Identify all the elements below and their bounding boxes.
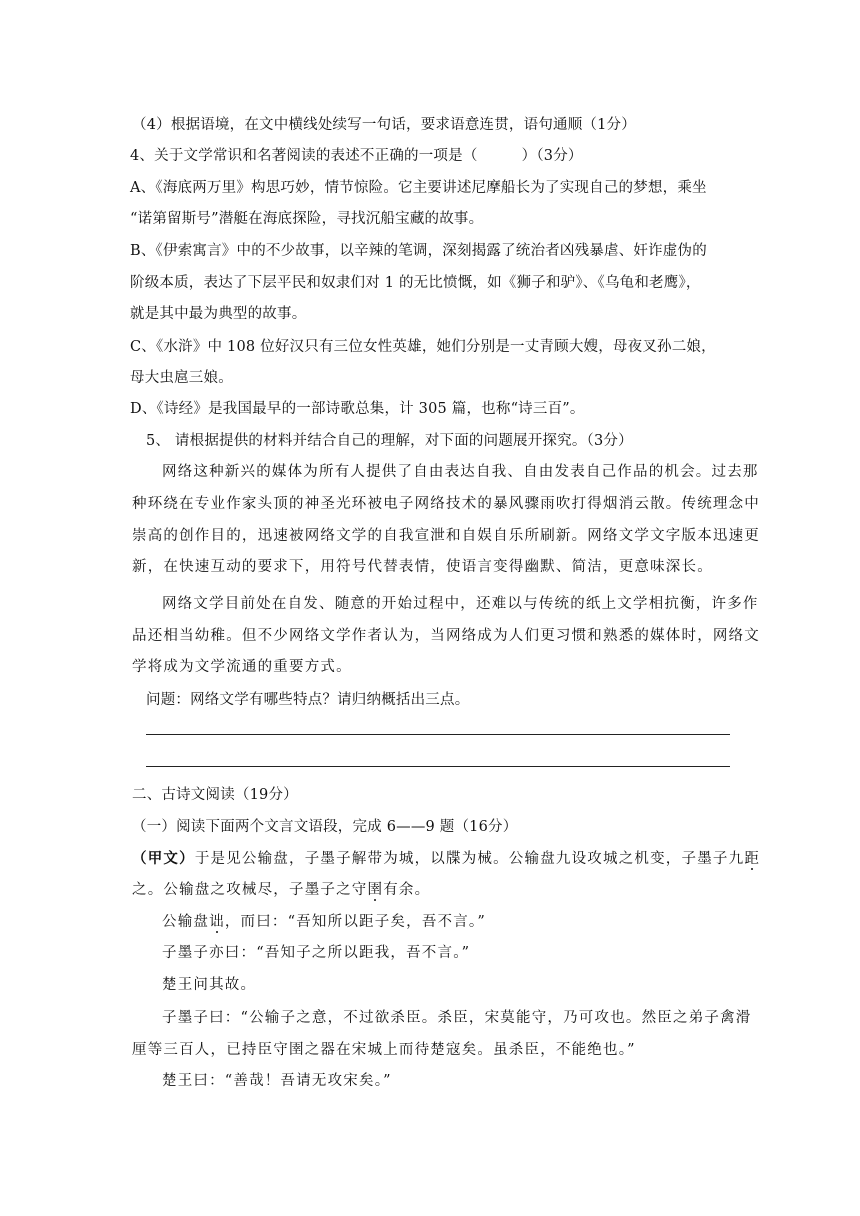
q5-question: 问题：网络文学有哪些特点？请归纳概括出三点。: [146, 692, 470, 708]
jia-line5: 楚王问其故。: [162, 977, 257, 993]
q5-passage-p1-line3: 崇高的创作目的，迅速被网络文学的自我宣泄和自娱自乐所刷新。网络文学文字版本迅速更: [132, 528, 760, 544]
q5-passage-p1-line2: 种环绕在专业作家头顶的神圣光环被电子网络技术的暴风骤雨吹打得烟消云散。传统理念中: [132, 496, 760, 512]
jia-line8: 楚王曰：“善哉！吾请无攻宋矣。”: [162, 1073, 392, 1089]
jia-line3-end: ，而曰：“吾知所以距子矣，吾不言。”: [224, 914, 486, 930]
jia-line1-dotted-char: 距: [744, 851, 761, 867]
q4-option-c-line1: C、《水浒》中 108 位好汉只有三位女性英雄，她们分别是一丈青顾大嫂，母夜叉孙二娘，: [130, 339, 716, 355]
answer-line-2[interactable]: [146, 766, 730, 767]
answer-line-1[interactable]: [146, 734, 730, 735]
q4-option-b-line1: B、《伊索寓言》中的不少故事，以辛辣的笔调，深刻揭露了统治者凶残暴虐、奸诈虚伪的: [130, 243, 707, 259]
section2-sub1: （一）阅读下面两个文言文语段，完成 6——9 题（16分）: [132, 819, 518, 835]
q5-stem: 5、 请根据提供的材料并结合自己的理解，对下面的问题展开探究。（3分）: [146, 433, 633, 449]
jia-line4: 子墨子亦曰：“吾知子之所以距我，吾不言。”: [162, 945, 471, 961]
q4-option-c-line2: 母大虫扈三娘。: [130, 370, 233, 386]
jia-line7: 厘等三百人，已持臣守圉之器在宋城上而待楚寇矣。虽杀臣，不能绝也。”: [132, 1042, 636, 1058]
q4-option-b-line3: 就是其中最为典型的故事。: [130, 306, 307, 322]
jia-line3-dotted-char: 诎: [209, 914, 225, 930]
jia-line3-start: 公输盘: [162, 914, 210, 930]
q4-option-a-line1: A、《海底两万里》构思巧妙，情节惊险。它主要讲述尼摩船长为了实现自己的梦想，乘坐: [130, 180, 707, 196]
q4-option-b-line2: 阶级本质，表达了下层平民和奴隶们对 1 的无比愤慨，如《狮子和驴》、《乌龟和老鹰》，: [130, 275, 701, 291]
q5-passage-p1-line4: 新，在快速互动的要求下，用符号代替表情，使语言变得幽默、简洁，更意味深长。: [132, 559, 713, 575]
jia-line6: 子墨子曰：“公输子之意，不过欲杀臣。杀臣，宋莫能守，乃可攻也。然臣之弟子禽滑: [162, 1010, 752, 1026]
q4-sub4-text: （4）根据语境，在文中横线处续写一句话，要求语意连贯，语句通顺（1分）: [132, 117, 636, 133]
jia-line1: [132, 849, 760, 869]
q4-option-a-line2: “诺第留斯号”潜艇在海底探险，寻找沉船宝藏的故事。: [130, 211, 484, 227]
q5-passage-p2-line1: 网络文学目前处在自发、随意的开始过程中，还难以与传统的纸上文学相抗衡，许多作: [162, 596, 759, 612]
jia-line2-end: 有余。: [383, 882, 431, 898]
jia-line2: [132, 880, 430, 900]
q4-option-d-line1: D、《诗经》是我国最早的一部诗歌总集，计 305 篇，也称“诗三百”。: [130, 401, 585, 417]
jia-line2-text: 之。公输盘之攻械尽，子墨子之守: [132, 882, 368, 898]
jia-line3: [162, 912, 486, 932]
q4-stem: 4、关于文学常识和名著阅读的表述不正确的一项是（ ）（3分）: [130, 148, 583, 164]
section2-title: 二、古诗文阅读（19分）: [132, 787, 298, 803]
q5-passage-p1-line1: 网络这种新兴的媒体为所有人提供了自由表达自我、自由发表自己作品的机会。过去那: [162, 464, 759, 480]
jia-label: （甲文）: [132, 850, 195, 867]
q5-passage-p2-line2: 品还相当幼稚。但不少网络文学作者认为，当网络成为人们更习惯和熟悉的媒体时，网络文: [132, 628, 760, 644]
q5-passage-p2-line3: 学将成为文学流通的重要方式。: [132, 659, 352, 675]
jia-line1-text: 于是见公输盘，子墨子解带为城，以牒为械。公输盘九设攻城之机变，子墨子九: [194, 851, 745, 867]
jia-line2-dotted-char: 圉: [367, 882, 384, 898]
